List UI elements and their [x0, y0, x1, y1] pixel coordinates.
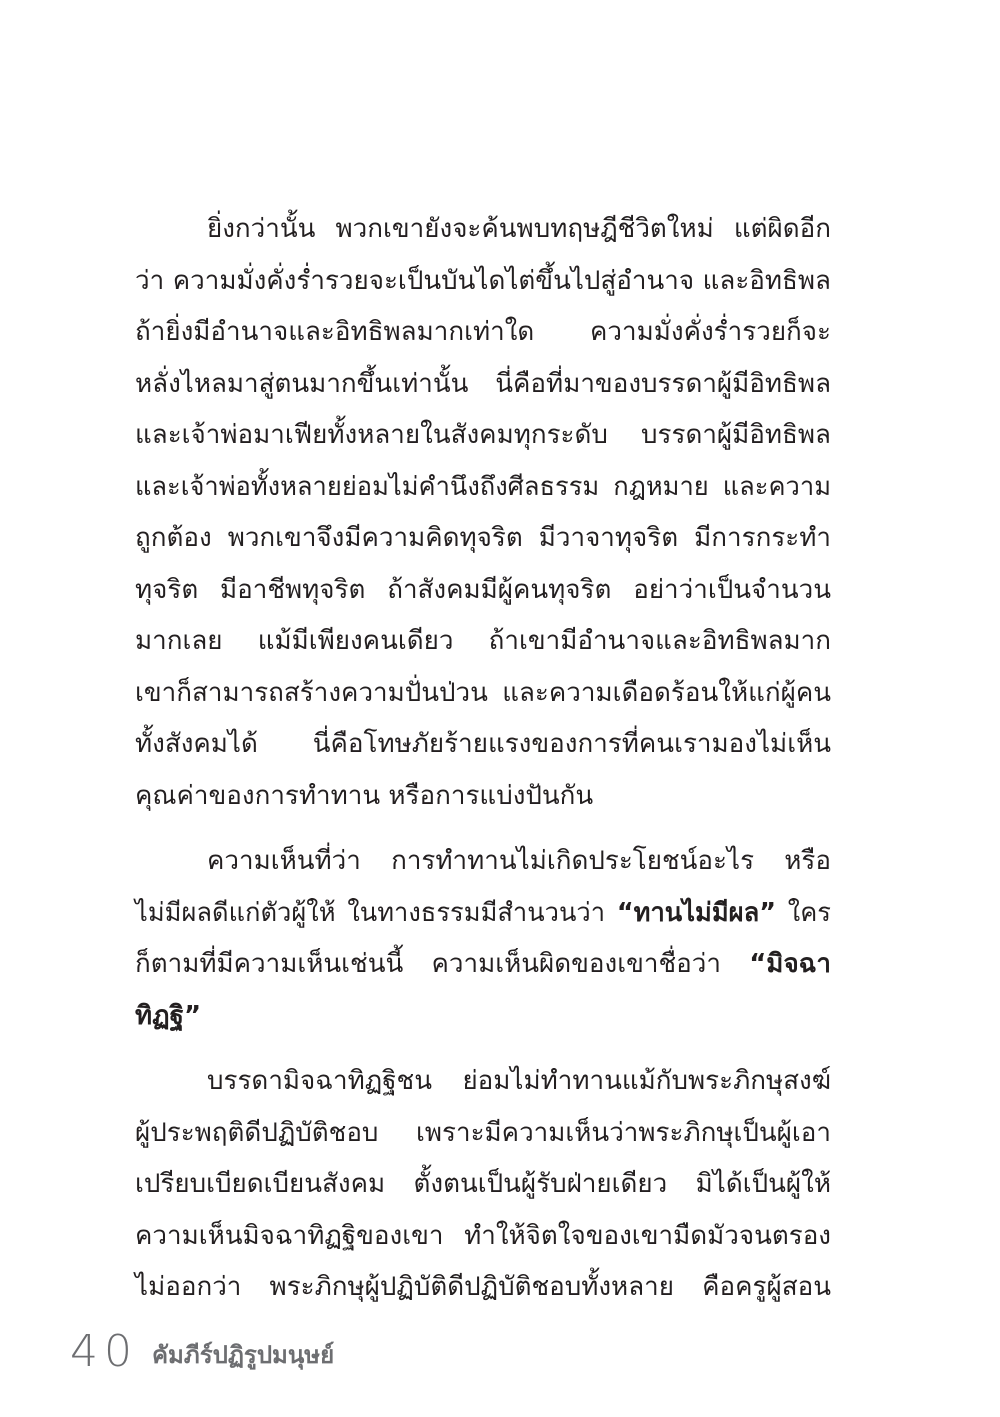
text-line: คุณค่าของการทำทาน หรือการแบ่งปันกัน — [135, 780, 594, 811]
text-line: ไม่ออกว่า พระภิกษุผู้ปฏิบัติดีปฏิบัติชอบทั้งหลาย คือครูผู้สอน — [135, 1272, 831, 1302]
text-line: ถ้ายิ่งมีอำนาจและอิทธิพลมากเท่าใด ความมั่งคั่งร่ำรวยก็จะ — [135, 317, 831, 347]
text-line: เปรียบเบียดเบียนสังคม ตั้งตนเป็นผู้รับฝ่ายเดียว มิได้เป็นผู้ให้ — [135, 1169, 831, 1199]
page-footer — [70, 1318, 334, 1378]
text-line: ความเห็นที่ว่า การทำทานไม่เกิดประโยชน์อะไร หรือ — [207, 846, 831, 876]
text-line: และเจ้าพ่อทั้งหลายย่อมไม่คำนึงถึงศีลธรรม กฎหมาย และความ — [135, 471, 831, 502]
emphasis-term: “มิจฉา — [749, 949, 831, 979]
body-text — [135, 204, 831, 1314]
text-run: ใคร — [775, 897, 831, 928]
text-line: ผู้ประพฤติดีปฏิบัติชอบ เพราะมีความเห็นว่าพระภิกษุเป็นผู้เอา — [135, 1117, 831, 1148]
text-line: มากเลย แม้มีเพียงคนเดียว ถ้าเขามีอำนาจและอิทธิพลมาก — [135, 626, 831, 656]
text-line: หลั่งไหลมาสู่ตนมากขึ้นเท่านั้น นี่คือที่มาของบรรดาผู้มีอิทธิพล — [135, 368, 831, 399]
page-number: 40 — [70, 1326, 138, 1377]
text-line: ยิ่งกว่านั้น พวกเขายังจะค้นพบทฤษฎีชีวิตใหม่ แต่ผิดอีก — [207, 214, 831, 244]
emphasis-term: “ทานไม่มีผล” — [616, 897, 776, 928]
text-line: ถูกต้อง พวกเขาจึงมีความคิดทุจริต มีวาจาทุจริต มีการกระทำ — [135, 523, 831, 553]
text-line: ทุจริต มีอาชีพทุจริต ถ้าสังคมมีผู้คนทุจริต อย่าว่าเป็นจำนวน — [135, 574, 831, 605]
text-line: ความเห็นมิจฉาทิฏฐิของเขา ทำให้จิตใจของเขามืดมัวจนตรอง — [135, 1220, 831, 1251]
book-title: คัมภีร์ปฏิรูปมนุษย์ — [152, 1341, 335, 1369]
text-line: บรรดามิจฉาทิฏฐิชน ย่อมไม่ทำทานแม้กับพระภิกษุสงฆ์ — [207, 1066, 831, 1096]
paragraph — [135, 1056, 831, 1314]
text-run: ไม่มีผลดีแก่ตัวผู้ให้ ในทางธรรมมีสำนวนว่า — [135, 897, 617, 928]
text-line: ว่า ความมั่งคั่งร่ำรวยจะเป็นบันไดไต่ขึ้นไปสู่อำนาจ และอิทธิพล — [135, 265, 831, 296]
emphasis-term: ทิฏฐิ” — [135, 1000, 202, 1031]
text-line — [135, 888, 831, 940]
paragraph — [135, 204, 831, 822]
text-line: เขาก็สามารถสร้างความปั่นป่วน และความเดือดร้อนให้แก่ผู้คน — [135, 677, 831, 708]
text-run: ก็ตามที่มีความเห็นเช่นนี้ ความเห็นผิดของเขาชื่อว่า — [135, 949, 750, 979]
text-line: และเจ้าพ่อมาเฟียทั้งหลายในสังคมทุกระดับ บรรดาผู้มีอิทธิพล — [135, 420, 831, 450]
text-line: ทั้งสังคมได้ นี่คือโทษภัยร้ายแรงของการที่คนเรามองไม่เห็น — [135, 729, 831, 759]
text-line — [135, 939, 831, 991]
paragraph — [135, 836, 831, 1042]
